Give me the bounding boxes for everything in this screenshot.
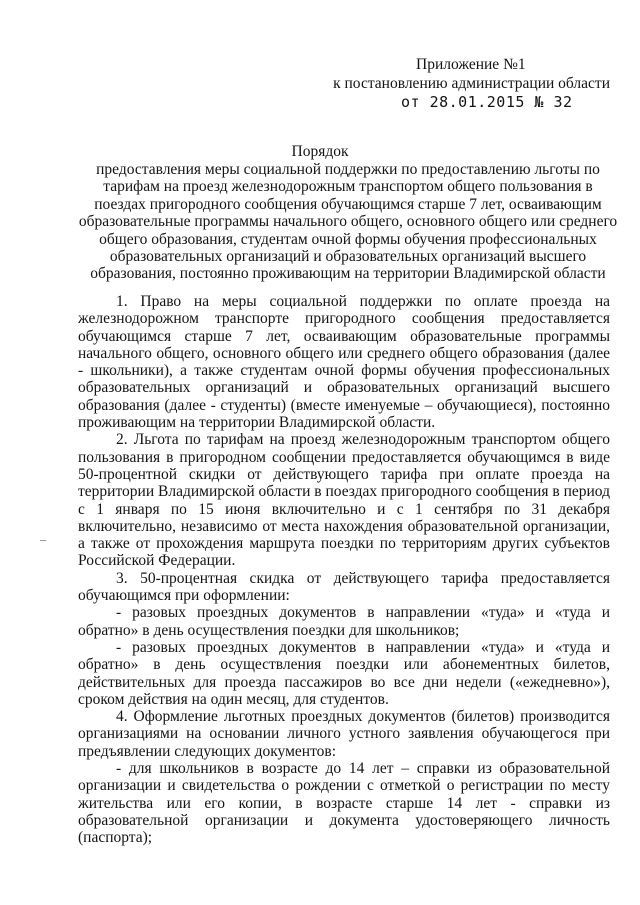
paragraph-1: 1. Право на меры социальной поддержки по оплате проезда на железнодорожном транспорте пригородного сообщения предоставляется обучающимся старше 7 лет, осваивающим образовательные программы начального общего, основного общего или среднего общего образования (далее - школьники), а также студентам очной формы обучения профессиональных образовательных организаций и образовательных организаций высшего образования (далее - студенты) (вместе именуемые – обучающиеся), постоянно проживающим на территории Владимирской области.: [78, 293, 610, 432]
appendix-date: от 28.01.2015 № 32: [401, 93, 573, 111]
appendix-header: [300, 55, 610, 112]
document-title: Порядок: [291, 143, 349, 160]
document-body: [78, 293, 610, 847]
paragraph-3-item-1: - разовых проездных документов в направлении «туда» и «туда и обратно» в день осуществления поездки для школьников;: [78, 604, 610, 639]
paragraph-4: 4. Оформление льготных проездных документов (билетов) производится организациями на основании личного устного заявления обучающегося при предъявлении следующих документов:: [78, 708, 610, 760]
paragraph-3-item-2: - разовых проездных документов в направлении «туда» и «туда и обратно» в день осуществления поездки или абонементных билетов, действительных для проезда пассажиров во все дни недели («ежедневно»), сроком действия на один месяц, для студентов.: [78, 638, 610, 708]
margin-mark: –: [40, 532, 46, 546]
appendix-title: Приложение №1: [416, 56, 526, 73]
appendix-reference: к постановлению администрации области: [333, 75, 610, 92]
document-subtitle: предоставления меры социальной поддержки по предоставлению льготы по тарифам на проезд железнодорожным транспортом общего пользования в поездах пригородного сообщения обучающимся старше 7 лет, осваивающим образовательные программы начального общего, основного общего или среднего общего образования, студентам очной формы обучения профессиональных образовательных организаций и образовательных организаций высшего образования, постоянно проживающим на территории Владимирской области: [78, 161, 618, 283]
paragraph-2: 2. Льгота по тарифам на проезд железнодорожным транспортом общего пользования в пригородном сообщении предоставляется обучающимся в виде 50-процентной скидки от действующего тарифа при оплате проезда на территории Владимирской области в поездах пригородного сообщения в период с 1 января по 15 июня включительно и с 1 сентября по 31 декабря включительно, независимо от места нахождения образовательной организации, а также от прохождения маршрута поездки по территориям других субъектов Российской Федерации.: [78, 431, 610, 570]
paragraph-4-item-1: - для школьников в возрасте до 14 лет – справки из образовательной организации и свидетельства о рождении с отметкой о регистрации по месту жительства или его копии, в возрасте старше 14 лет - справки из образовательной организации и документа удостоверяющего личность (паспорта);: [78, 760, 610, 847]
paragraph-3: 3. 50-процентная скидка от действующего тарифа предоставляется обучающимся при оформлении:: [78, 569, 610, 605]
